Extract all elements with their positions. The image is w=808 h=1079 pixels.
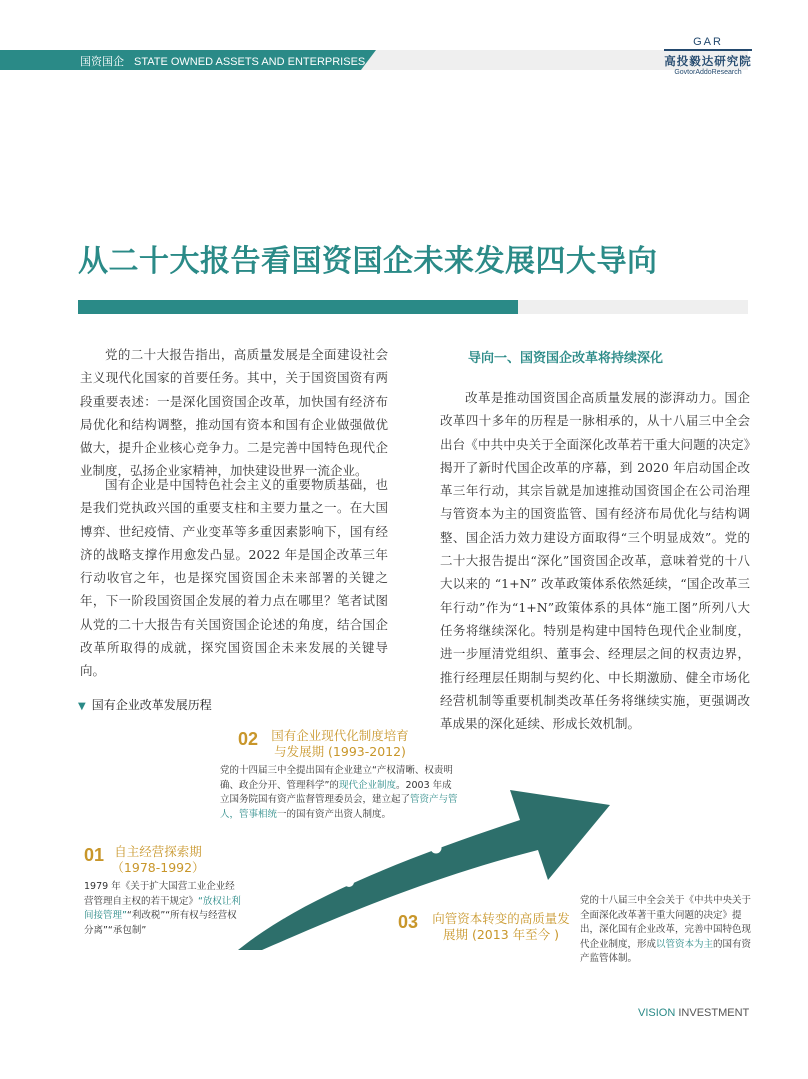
stage-2-number: 02 bbox=[238, 729, 259, 749]
stage-2-name-line2: 与发展期 (1993-2012) bbox=[274, 744, 406, 759]
stage-3-desc-b: 的国有资产监管体制。 bbox=[580, 938, 752, 964]
logo-gar-text: GAR bbox=[693, 36, 723, 48]
stage-1-number: 01 bbox=[84, 845, 105, 865]
stage-2-desc-c: 一的国有资产出资人制度。 bbox=[277, 808, 392, 820]
timeline-title-text: 国有企业改革发展历程 bbox=[91, 698, 212, 712]
stage-2-desc-highlight-2: 管资产与管人，管事相统 bbox=[220, 794, 458, 820]
timeline-dot-3 bbox=[431, 843, 442, 854]
stage-3-name bbox=[426, 911, 576, 943]
stage-3-desc-a: 党的十八届三中全会关于《中共中央关于全面深化改革著干重大问题的决定》提出，深化国有企业改革，完善中国特色现代企业制度，形成 bbox=[580, 895, 752, 950]
stage-3-desc-highlight: 以管资本为主 bbox=[656, 938, 714, 950]
logo-cn-text: 高投毅达研究院 bbox=[664, 54, 752, 68]
stage-1-name-line1: 自主经营探索期 bbox=[114, 844, 202, 859]
stage-1-desc-b: “利改税”“所有权与经营权分离”“承包制” bbox=[84, 910, 237, 936]
footer-brand bbox=[638, 1007, 749, 1019]
stage-2-description bbox=[220, 764, 458, 822]
intro-paragraph-2: 国有企业是中国特色社会主义的重要物质基础，也是我们党执政兴国的重要支柱和主要力量之一。在大国博弈、世纪疫情、产业变革等多重因素影响下，国有经济的战略支撑作用愈发凸显。2022 年是国企改革三年行动收官之年，也是探究国资国企未来部署的关键之年，下一阶段国资国企发展的着力点在哪里？笔者试图从党的二十大报告有关国资国企论述的角度，结合国企改革所取得的成就，探究国资国企未来发展的关键导向。 bbox=[80, 477, 388, 679]
footer-brand-vision: VISION bbox=[638, 1007, 676, 1019]
stage-2-desc-b: 。2003 年成立国务院国有资产监督管理委员会，建立起了 bbox=[220, 779, 452, 805]
section-1-paragraph: 改革是推动国资国企高质量发展的澎湃动力。国企改革四十多年的历程是一脉相承的，从十八届三中全会出台《中共中央关于全面深化改革若干重大问题的决定》揭开了新时代国企改革的序幕，到 2020 年启动国企改革三年行动，其宗旨就是加速推动国资国企在公司治理与管资本为主的国资监管、国有经济布局优化与结构调整、国企活力效力建设方面取得“三个明显成效”。党的二十大报告提出“深化”国资国企改革，意味着党的十八大以来的 “1+N” 改革政策体系依然延续，“国企改革三年行动”作为“1+N”政策体系的具体“施工图”所列八大任务将继续深化。特别是构建中国特色现代企业制度，进一步厘清党组织、董事会、经理层之间的权责边界，推行经理层任期制与契约化、中长期激励、健全市场化经营机制等重要机制类改革任务将继续实施，更强调改革成果的深化延续、形成长效机制。 bbox=[440, 390, 750, 732]
stage-1-name-line2: （1978-1992） bbox=[111, 860, 205, 875]
header-section-cn: 国资国企 bbox=[80, 56, 124, 68]
page-title: 从二十大报告看国资国企未来发展四大导向 bbox=[78, 244, 658, 279]
stage-1-desc-highlight: “放权让利间接管理” bbox=[84, 895, 241, 921]
stage-1-description bbox=[84, 880, 244, 938]
timeline-dot-1 bbox=[280, 912, 287, 919]
footer-brand-investment: INVESTMENT bbox=[675, 1007, 750, 1019]
triangle-down-icon: ▼ bbox=[78, 701, 86, 712]
logo-en-text: GovtorAddoResearch bbox=[674, 69, 742, 76]
section-heading-1: 导向一、国资国企改革将持续深化 bbox=[468, 351, 664, 366]
stage-1-desc-a: 1979 年《关于扩大国营工业企业经营管理自主权的若干规定》 bbox=[84, 881, 235, 907]
stage-3-name-line2: 展期 (2013 年至今 ) bbox=[443, 927, 559, 942]
stage-2-name-line1: 国有企业现代化制度培育 bbox=[271, 728, 409, 743]
stage-2-desc-a: 党的十四届三中全提出国有企业建立“产权清晰、权责明确、政企分开、管理科学”的 bbox=[220, 765, 453, 791]
stage-3-description bbox=[580, 894, 752, 967]
stage-3-name-line1: 向管资本转变的高质量发 bbox=[432, 911, 570, 926]
timeline-dot-2 bbox=[344, 877, 354, 887]
stage-3-number: 03 bbox=[398, 912, 419, 932]
stage-2-name bbox=[266, 728, 414, 760]
intro-paragraph-1: 党的二十大报告指出，高质量发展是全面建设社会主义现代化国家的首要任务。其中，关于国资国资有两段重要表述：一是深化国资国企改革，加快国有经济布局优化和结构调整，推动国有资本和国有企业做强做优做大，提升企业核心竞争力。二是完善中国特色现代企业制度，弘扬企业家精神，加快建设世界一流企业。 bbox=[80, 347, 388, 479]
stage-2-desc-highlight-1: 现代企业制度 bbox=[338, 779, 396, 791]
header-section-en: STATE OWNED ASSETS AND ENTERPRISES bbox=[134, 56, 366, 68]
stage-1-name bbox=[108, 844, 208, 876]
